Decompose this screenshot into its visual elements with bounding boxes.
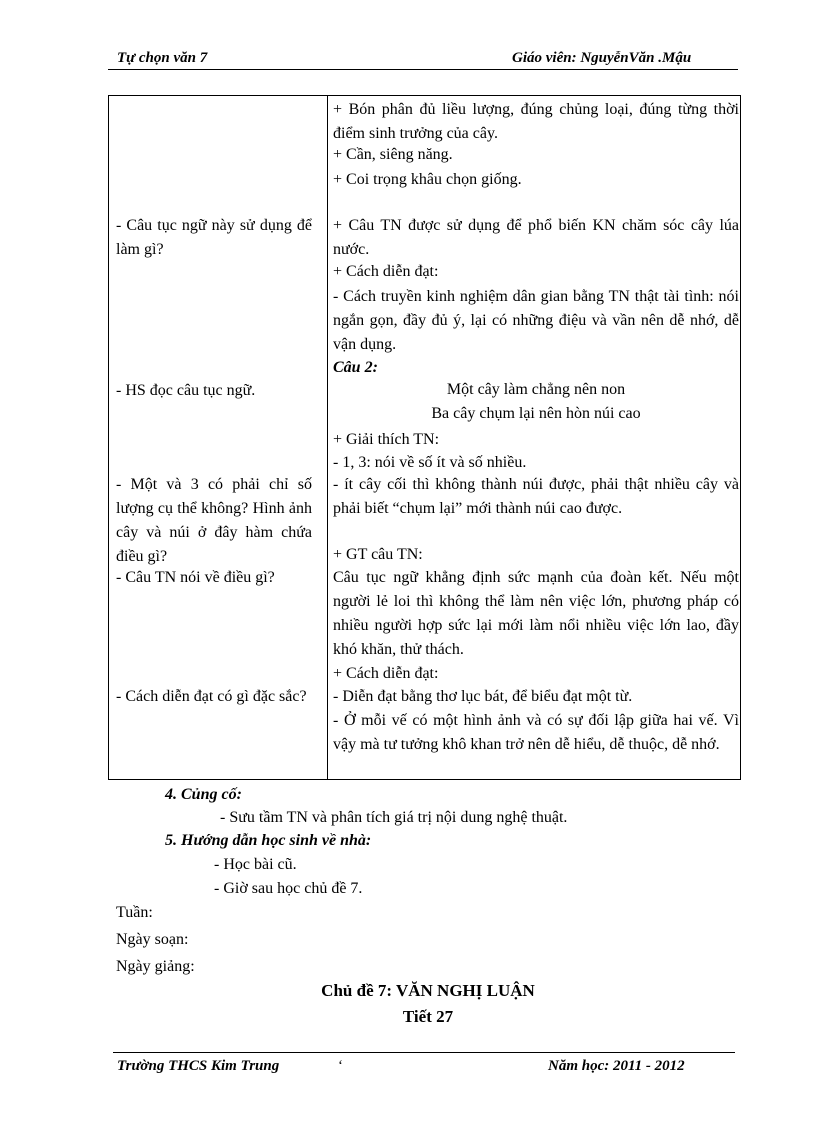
header-left: Tự chọn văn 7	[117, 50, 208, 66]
table-cell: + Giải thích TN:	[333, 431, 440, 448]
footer-rule	[113, 1052, 735, 1053]
prep-date-label: Ngày soạn:	[116, 931, 189, 948]
proverb-line: Ba cây chụm lại nên hòn núi cao	[431, 405, 641, 422]
table-cell: - ít cây cối thì không thành núi được, phải thật nhiều cây và phải biết “chụm lại” mới thành núi cao được.	[333, 476, 739, 517]
table-cell: - Một và 3 có phải chỉ số lượng cụ thể không? Hình ảnh cây và núi ở đây hàm chứa điều gì?	[116, 476, 312, 565]
proverb-line: Một cây làm chẳng nên non	[446, 381, 626, 398]
table-cell: + Cần, siêng năng.	[333, 146, 453, 163]
section-4-title: 4. Củng cố:	[165, 786, 242, 803]
topic-title: Chủ đề 7: VĂN NGHỊ LUẬN	[321, 981, 535, 1000]
lesson-title: Tiết 27	[402, 1007, 454, 1026]
section-5-title: 5. Hướng dẫn học sinh về nhà:	[165, 832, 372, 849]
section-4-item: - Sưu tầm TN và phân tích giá trị nội dung nghệ thuật.	[220, 809, 568, 826]
header-right: Giáo viên: NguyễnVăn .Mậu	[512, 50, 692, 66]
table-cell: + Cách diễn đạt:	[333, 665, 439, 682]
footer-left: Trường THCS Kim Trung	[117, 1058, 280, 1074]
teach-date-label: Ngày giảng:	[116, 958, 195, 975]
table-cell: - 1, 3: nói về số ít và số nhiều.	[333, 454, 527, 471]
table-cell: + Cách diễn đạt:	[333, 263, 439, 280]
week-label: Tuần:	[116, 904, 153, 921]
table-cell: + GT câu TN:	[333, 546, 423, 563]
table-cell: + Coi trọng khâu chọn giống.	[333, 171, 522, 188]
question-heading: Câu 2:	[333, 359, 378, 376]
column-divider	[327, 96, 328, 779]
table-cell: + Câu TN được sử dụng để phổ biến KN chăm sóc cây lúa nước.	[333, 217, 739, 258]
header-rule	[108, 69, 738, 70]
section-5-item: - Học bài cũ.	[214, 856, 297, 873]
table-cell: + Bón phân đủ liều lượng, đúng chủng loại, đúng từng thời điểm sinh trưởng của cây.	[333, 101, 739, 142]
table-cell: - Diễn đạt bằng thơ lục bát, để biểu đạt một từ.	[333, 688, 633, 705]
footer-mark: ‘	[338, 1058, 343, 1074]
table-cell: - HS đọc câu tục ngữ.	[116, 382, 256, 399]
table-cell: - Ở mỗi vế có một hình ảnh và có sự đối lập giữa hai vế. Vì vậy mà tư tưởng khô khan trở nên dễ hiểu, dễ thuộc, dễ nhớ.	[333, 712, 739, 753]
table-cell: - Cách truyền kinh nghiệm dân gian bằng TN thật tài tình: nói ngắn gọn, đầy đủ ý, lại có những điệu và vần nên dễ nhớ, dễ vận dụng.	[333, 288, 739, 353]
table-cell: - Câu tục ngữ này sử dụng để làm gì?	[116, 217, 312, 258]
table-cell: - Cách diễn đạt có gì đặc sắc?	[116, 688, 307, 705]
table-cell: Câu tục ngữ khẳng định sức mạnh của đoàn kết. Nếu một người lẻ loi thì không thể làm nên việc lớn, phương pháp có nhiều người hợp sức lại mới làm nổi nhiều việc lớn lao, đầy khó khăn, thử thách.	[333, 569, 739, 658]
section-5-item: - Giờ sau học chủ đề 7.	[214, 880, 363, 897]
table-cell: - Câu TN nói về điều gì?	[116, 569, 275, 586]
footer-right: Năm học: 2011 - 2012	[548, 1058, 685, 1074]
